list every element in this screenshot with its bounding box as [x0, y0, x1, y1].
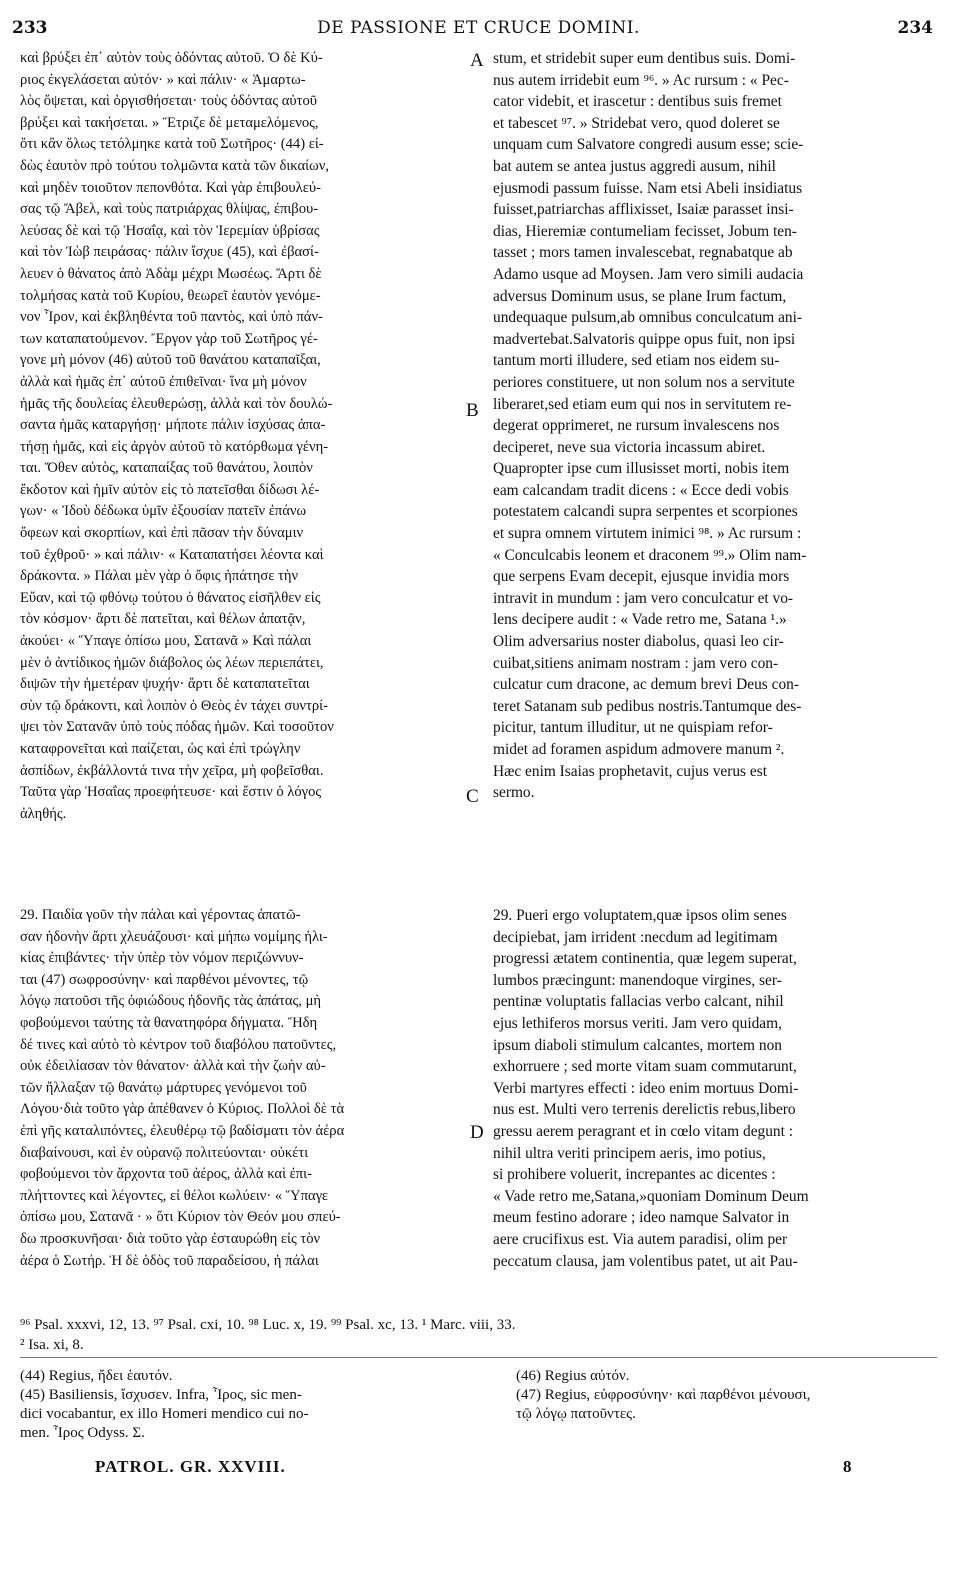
variant-note-line: (46) Regius αὐτόν.	[516, 1368, 630, 1384]
greek-text-line: τολμήσας κατὰ τοῦ Κυρίου, θεωρεῖ ἑαυτὸν γενόμε-	[20, 287, 321, 304]
greek-text-line: λόγῳ πατοῦσι τῆς ὀφιώδους ἡδονῆς τὰς ἀπάτας, μὴ	[20, 993, 322, 1010]
latin-text-line: lens decipere audit : « Vade retro me, Satana ¹.»	[493, 611, 787, 629]
greek-text-line: ἀέρα ὁ Σωτήρ. Ἡ δὲ ὁδὸς τοῦ παραδείσου, ἡ πάλαι	[20, 1252, 319, 1269]
greek-text-line: οὐκ ἐδειλίασαν τὸν θάνατον· ἀλλὰ καὶ τὴν ζωὴν αὐ-	[20, 1058, 326, 1075]
latin-text-line: sermo.	[493, 784, 535, 802]
latin-text-line: fuisset,patriarchas afflixisset, Isaiæ parasset insi-	[493, 201, 794, 219]
latin-text-line: Hæc enim Isaias prophetavit, cujus verus est	[493, 762, 767, 780]
greek-text-line: σας τῷ Ἄβελ, καὶ τοὺς πατριάρχας θλίψας, ἐπιβου-	[20, 201, 319, 218]
greek-text-line: των καταπατούμενον. Ἔργον γὰρ τοῦ Σωτῆρος γέ-	[20, 330, 318, 347]
variant-note-line: (44) Regius, ἤδει ἑαυτόν.	[20, 1368, 173, 1384]
greek-text-line: τὸν κόσμον· ἄρτι δὲ πατεῖται, καὶ θέλων ἀπατᾷν,	[20, 611, 306, 628]
greek-text-line: ἡμᾶς τῆς δουλείας ἐλευθερώσῃ, ἀλλὰ καὶ τὸν δουλώ-	[20, 395, 333, 412]
latin-text-line: undequaque pulsum,ab omnibus conculcatum ani-	[493, 309, 803, 327]
greek-text-line: ἀληθής.	[20, 805, 67, 822]
footnote-divider	[20, 1357, 937, 1358]
greek-text-line: βρύξει καὶ τακήσεται. » Ἔτριζε δὲ μεταμελόμενος,	[20, 114, 319, 131]
greek-text-line: λὸς ὄψεται, καὶ ὀργισθήσεται· τοὺς ὀδόντας αὐτοῦ	[20, 93, 318, 110]
latin-text-line: que serpens Evam decepit, ejusque invidia mors	[493, 568, 790, 586]
latin-text-line: tasset ; mors tamen invalescebat, regnabatque ab	[493, 244, 793, 262]
latin-text-line: si prohibere voluerit, increpantes ac dicentes :	[493, 1166, 776, 1184]
latin-text-line: adversus Dominum usus, se plane Irum factum,	[493, 287, 787, 305]
margin-marker-c: C	[466, 786, 479, 807]
latin-text-line: dias, Hieremiæ contumeliam fecisset, Jobum ten-	[493, 222, 797, 240]
latin-text-line: aere crucifixus est. Via autem paradisi, olim per	[493, 1230, 788, 1248]
variant-note-line: τῷ λόγῳ πατοῦντες.	[516, 1406, 636, 1422]
margin-marker-d: D	[470, 1122, 484, 1143]
latin-text-line: periores constituere, ut non solum nos a servitute	[493, 373, 795, 391]
latin-text-line: intravit in mundum : jam vero conculcatur et vo-	[493, 589, 794, 607]
latin-text-line: nus autem irridebit eum ⁹⁶. » Ac rursum : « Pec-	[493, 71, 789, 89]
latin-text-line: nihil ultra veriti principem aeris, imo potius,	[493, 1144, 766, 1162]
greek-column	[20, 48, 475, 825]
latin-text-line: « Vade retro me,Satana,»quoniam Dominum Deum	[493, 1187, 809, 1205]
latin-text-line: madvertebat.Salvatoris quippe opus fuit, non ipsi	[493, 330, 796, 348]
latin-text-line: ejusmodi passum fuisse. Nam etsi Abeli insidiatus	[493, 179, 803, 197]
scripture-footnotes	[20, 1315, 950, 1355]
variant-notes-left	[20, 1367, 475, 1443]
greek-text-line: κίας ἐπιβάντες· τὴν ὑπὲρ τὸν νόμον περιζώννυν-	[20, 950, 304, 967]
greek-text-line: δὼς ἑαυτὸν πρὸ τούτου τολμῶντα κατὰ τῶν δικαίων,	[20, 157, 329, 174]
latin-text-line: stum, et stridebit super eum dentibus suis. Domi-	[493, 50, 796, 67]
latin-text-line: « Conculcabis leonem et draconem ⁹⁹.» Olim nam-	[493, 546, 807, 564]
greek-text-line: τοῦ ἐχθροῦ· » καὶ πάλιν· « Καταπατήσει λέοντα καὶ	[20, 546, 324, 563]
latin-text-line: Olim adversarius noster diabolus, quasi leo cir-	[493, 633, 784, 651]
latin-text-line: culcatur cum dracone, ac demum brevi Deus con-	[493, 676, 799, 694]
greek-text-line: ται. Ὅθεν αὐτὸς, καταπαίξας τοῦ θανάτου, λοιπὸν	[20, 460, 313, 477]
greek-text-line: 29. Παιδία γοῦν τὴν πάλαι καὶ γέροντας ἀπατῶ-	[20, 907, 301, 923]
latin-text-line: liberaret,sed etiam eum qui nos in servitutem re-	[493, 395, 792, 413]
greek-text-line: σαν ἡδονὴν ἄρτι χλευάζουσι· καὶ μήπω νομίμης ἡλι-	[20, 928, 328, 945]
latin-text-line: ejus lethiferos morsus veriti. Jam vero quidam,	[493, 1014, 782, 1032]
page-number-left: 233	[12, 18, 48, 38]
greek-text-line: λευεν ὁ θάνατος ἀπὸ Ἀδὰμ μέχρι Μωσέως. Ἄρτι δὲ	[20, 265, 322, 282]
greek-text-line: δράκοντα. » Πάλαι μὲν γὰρ ὁ ὄφις ἠπάτησε τὴν	[20, 568, 299, 585]
greek-text-line: φοβούμενοι ταύτης τὰ θανατηφόρα δήγματα. Ἤδη	[20, 1014, 318, 1031]
greek-text-line: καὶ βρύξει ἐπ᾽ αὐτὸν τοὺς ὀδόντας αὐτοῦ. Ὁ δὲ Κύ-	[20, 50, 323, 66]
latin-text-line: progressi ætatem continentia, quæ legem superat,	[493, 950, 797, 968]
greek-text-line: ὀπίσω μου, Σατανᾶ · » ὅτι Κύριον τὸν Θεόν μου σπεύ-	[20, 1209, 341, 1226]
latin-text-line: Adamo usque ad Moysen. Jam vero simili audacia	[493, 265, 804, 283]
latin-text-line: picitur, tantum illuditur, ut ne quispiam refor-	[493, 719, 773, 737]
latin-text-line: bat autem se antea justus aggredi ausum, nihil	[493, 157, 776, 175]
greek-text-line: μὲν ὁ ἀντίδικος ἡμῶν διάβολος ὡς λέων περιεπάτει,	[20, 654, 324, 671]
latin-text-line: Verbi martyres effecti : ideo enim mortuus Domi-	[493, 1079, 799, 1097]
greek-text-line: λεύσας δὲ καὶ τῷ Ἡσαΐᾳ, καὶ τὸν Ἱερεμίαν ὑβρίσας	[20, 222, 320, 239]
latin-text-line: cuibat,sitiens animam nostram : jam vero con-	[493, 654, 779, 672]
greek-text-line: τήσῃ ἡμᾶς, καὶ εἰς ἀργὸν αὐτοῦ τὸ κατόρθωμα γένη-	[20, 438, 329, 455]
latin-text-line: lumbos præcingunt: manendoque virgines, ser-	[493, 971, 782, 989]
greek-text-line: ὄφεων καὶ σκορπίων, καὶ ἐπὶ πᾶσαν τὴν δύναμιν	[20, 525, 304, 542]
margin-marker-b: B	[466, 400, 479, 421]
greek-text-line: Ταῦτα γὰρ Ἡσαΐας προεφήτευσε· καὶ ἔστιν ὁ λόγος	[20, 784, 322, 801]
variant-note-line: (47) Regius, εὐφροσύνην· καὶ παρθένοι μένουσι,	[516, 1387, 811, 1403]
page-number-right: 234	[897, 18, 933, 38]
latin-text-line: cator videbit, et irascetur : dentibus suis fremet	[493, 93, 782, 111]
greek-text-line: ἐπὶ γῆς καταλιπόντες, ἐλευθέρῳ τῷ βαδίσματι τὸν ἀέρα	[20, 1122, 345, 1139]
greek-text-line: ἔκδοτον καὶ ἡμῖν αὐτὸν εἰς τὸ πατεῖσθαι δίδωσι λέ-	[20, 481, 320, 498]
latin-text-line: potestatem calcandi supra serpentes et scorpiones	[493, 503, 798, 521]
footnote-line: ⁹⁶ Psal. xxxvi, 12, 13. ⁹⁷ Psal. cxi, 10. ⁹⁸ Luc. x, 19. ⁹⁹ Psal. xc, 13. ¹ Marc. viii, 33.	[20, 1317, 516, 1333]
greek-text-line: γονε μὴ μόνον (46) αὐτοῦ τοῦ θανάτου καταπαῖξαι,	[20, 352, 321, 369]
margin-marker-a: A	[470, 50, 484, 71]
variant-note-line: dici vocabantur, ex illo Homeri mendico cui no-	[20, 1406, 309, 1422]
greek-text-line: διαβαίνουσι, καὶ ἐν οὐρανῷ πολιτεύονται· οὐκέτι	[20, 1144, 309, 1161]
greek-text-line: ται (47) σωφροσύνην· καὶ παρθένοι μένοντες, τῷ	[20, 971, 309, 988]
greek-text-line: καὶ μηδὲν τοιοῦτον πεπονθότα. Καὶ γὰρ ἐπιβουλεύ-	[20, 179, 321, 196]
greek-text-line: φοβούμενοι τὸν ἄρχοντα τοῦ ἀέρος, ἀλλὰ καὶ ἐπι-	[20, 1166, 312, 1183]
latin-text-line: et supra omnem virtutem inimici ⁹⁸. » Ac rursum :	[493, 525, 802, 543]
latin-text-line: Quapropter ipse cum illusisset morti, nobis item	[493, 460, 790, 478]
greek-text-line: δέ τινες καὶ αὐτὸ τὸ κέντρον τοῦ διαβόλου πατοῦντες,	[20, 1036, 337, 1053]
latin-column-section-29	[493, 905, 948, 1272]
latin-text-line: eam calcandam tradit dicens : « Ecce dedi vobis	[493, 481, 789, 499]
greek-text-line: δω προσκυνῆσαι· διὰ τοῦτο γὰρ ἐσταυρώθη εἰς τὸν	[20, 1230, 321, 1247]
latin-text-line: meum festino adorare ; ideo namque Salvator in	[493, 1209, 790, 1227]
latin-text-line: et tabescet ⁹⁷. » Stridebat vero, quod doleret se	[493, 114, 780, 132]
latin-text-line: midet ad foramen aspidum admovere manum ².	[493, 741, 785, 758]
footnote-line: ² Isa. xi, 8.	[20, 1337, 84, 1353]
latin-column	[493, 48, 948, 804]
latin-text-line: pentinæ voluptatis fallacias verbo calcant, nihil	[493, 993, 784, 1011]
latin-text-line: tantum morti illudere, sed etiam nos eidem su-	[493, 352, 780, 370]
greek-text-line: Εὔαν, καὶ τῷ φθόνῳ τούτου ὁ θάνατος εἰσῆλθεν εἰς	[20, 589, 321, 606]
volume-signature: PATROL. GR. XXVIII.	[95, 1457, 286, 1476]
latin-text-line: decipiebat, jam irrident :necdum ad legitimam	[493, 928, 778, 946]
greek-text-line: πλήττοντες καὶ λέγοντες, εἰ θέλοι κωλύειν· « Ὕπαγε	[20, 1187, 329, 1204]
greek-text-line: καταφρονεῖται καὶ παίζεται, ὡς καὶ ἐπὶ τρώγλην	[20, 741, 301, 757]
greek-text-line: γων· « Ἰδοὺ δέδωκα ὑμῖν ἐξουσίαν πατεῖν ἐπάνω	[20, 503, 307, 520]
greek-text-line: διψῶν τὴν ἡμετέραν ψυχήν· ἄρτι δὲ καταπατεῖται	[20, 676, 310, 693]
greek-text-line: ἀκούει· « Ὕπαγε ὀπίσω μου, Σατανᾶ » Καὶ πάλαι	[20, 633, 312, 650]
greek-text-line: σὺν τῷ δράκοντι, καὶ λοιπὸν ὁ Θεὸς ἐν τάχει συντρί-	[20, 697, 328, 714]
latin-text-line: teret Satanam sub pedibus nostris.Tantumque des-	[493, 697, 802, 715]
latin-text-line: deciperet, neve sua victoria incassum abiret.	[493, 438, 766, 456]
variant-note-line: men. Ἶρος Odyss. Σ.	[20, 1425, 145, 1441]
latin-text-line: nus est. Multi vero terrenis derelictis rebus,libero	[493, 1101, 796, 1119]
greek-text-line: τῶν ἤλλαξαν τῷ θανάτῳ μάρτυρες γενόμενοι τοῦ	[20, 1079, 307, 1096]
greek-text-line: Λόγου·διὰ τοῦτο γὰρ ἀπέθανεν ὁ Κύριος. Πολλοὶ δὲ τὰ	[20, 1101, 345, 1118]
gathering-number: 8	[843, 1457, 852, 1476]
greek-text-line: σαντα ἡμᾶς καταργήσῃ· μήποτε πάλιν ἰσχύσας ἀπα-	[20, 417, 326, 434]
latin-text-line: ipsum diaboli stimulum calcantes, mortem non	[493, 1036, 782, 1054]
latin-text-line: gressu aerem peragrant et in cœlo vitam degunt :	[493, 1122, 794, 1140]
greek-text-line: ριος ἐκγελάσεται αὐτόν· » καὶ πάλιν· « Ἁμαρτω-	[20, 71, 306, 88]
variant-notes-right	[516, 1367, 946, 1424]
latin-text-line: exhorruere ; sed morte vitam suam commutarunt,	[493, 1058, 797, 1076]
latin-text-line: 29. Pueri ergo voluptatem,quæ ipsos olim senes	[493, 907, 787, 924]
greek-text-line: καὶ τὸν Ἰὼβ πειράσας· πάλιν ἴσχυε (45), καὶ ἐβασί-	[20, 244, 319, 261]
greek-column-section-29	[20, 905, 475, 1272]
variant-note-line: (45) Basiliensis, ἴσχυσεν. Infra, Ἶρος, sic men-	[20, 1387, 302, 1403]
greek-text-line: ψει τὸν Σατανᾶν ὑπὸ τοὺς πόδας ἡμῶν. Καὶ τοσοῦτον	[20, 719, 334, 736]
latin-text-line: peccatum clausa, jam volentibus patet, ut ait Pau-	[493, 1252, 798, 1270]
latin-text-line: degerat opprimeret, ne rursum invalescens nos	[493, 417, 780, 435]
greek-text-line: ἀλλὰ καὶ ἡμᾶς ἐπ᾽ αὐτοῦ ἐπιθεῖναι· ἵνα μὴ μόνον	[20, 373, 307, 390]
greek-text-line: νον Ἶρον, καὶ ἐκβληθέντα τοῦ παντὸς, καὶ ὑπὸ πάν-	[20, 309, 323, 326]
running-title: DE PASSIONE ET CRUCE DOMINI.	[317, 18, 640, 38]
greek-text-line: ἀσπίδων, ἐκβάλλοντά τινα τὴν χεῖρα, μὴ φοβεῖσθαι.	[20, 762, 324, 779]
greek-text-line: ὅτι κἂν ὅλως τετόλμηκε κατὰ τοῦ Σωτῆρος· (44) εἰ-	[20, 136, 324, 153]
running-header	[0, 14, 957, 44]
latin-text-line: unquam cum Salvatore congredi ausum esse; scie-	[493, 136, 804, 154]
